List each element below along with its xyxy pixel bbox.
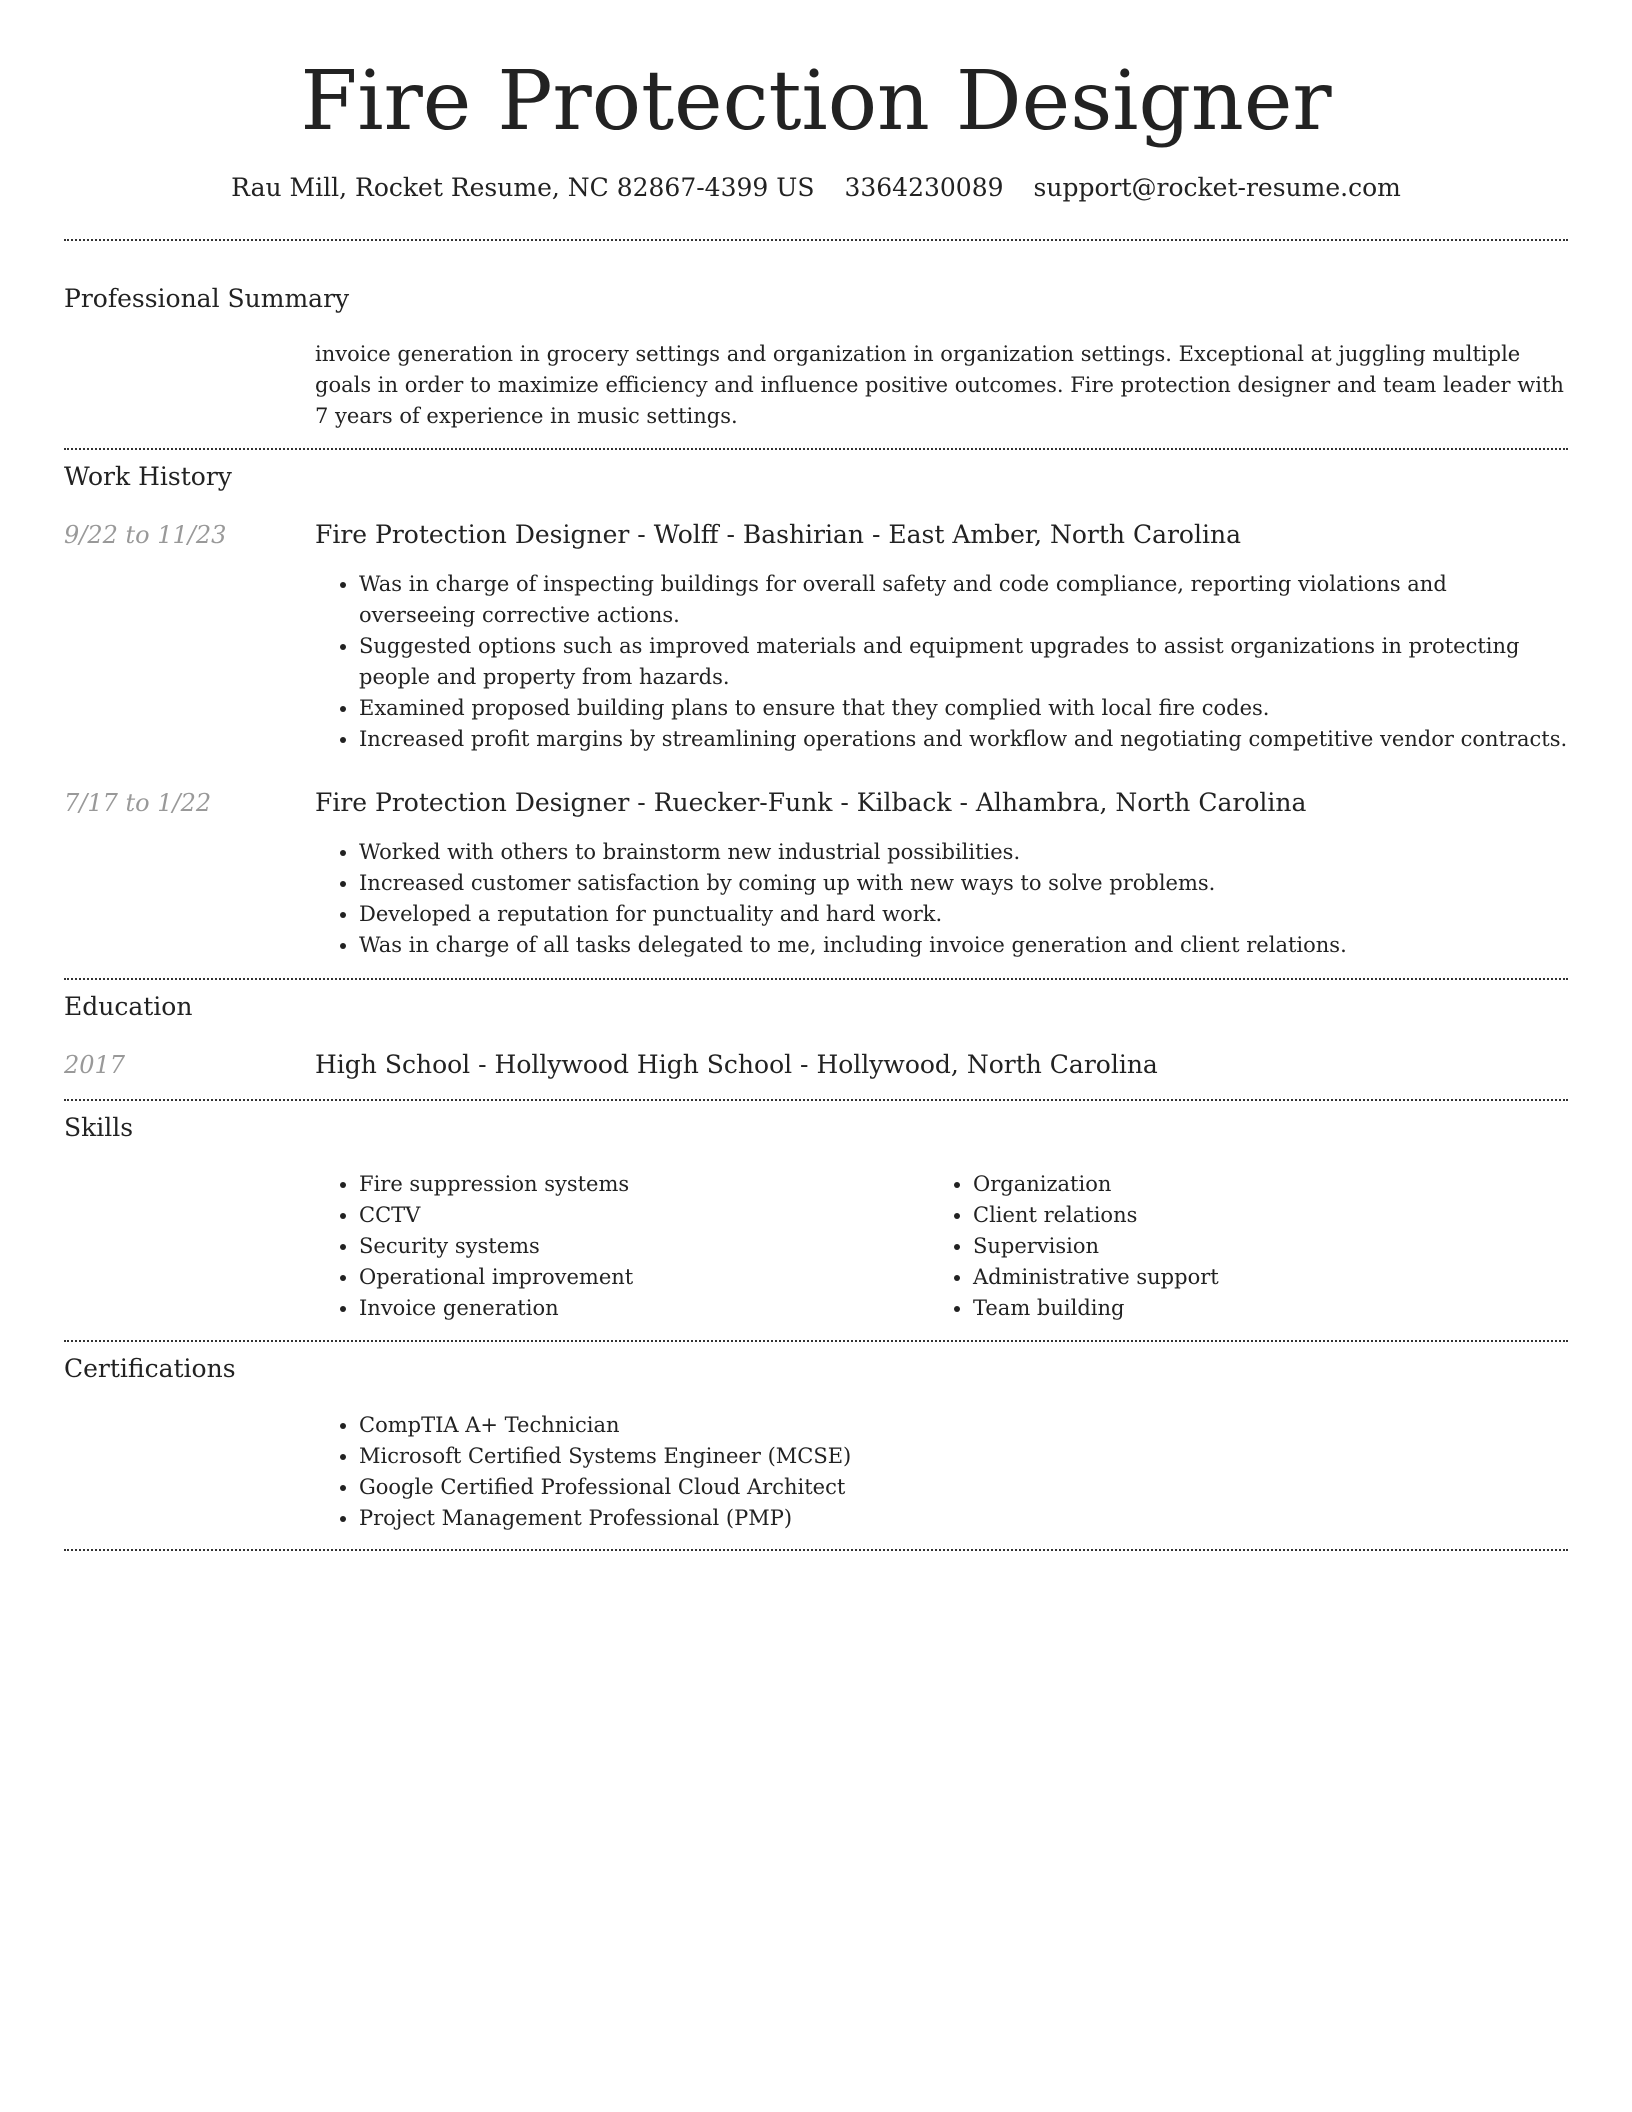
contact-phone: 3364230089 (844, 173, 1004, 202)
skills-list-left (315, 1169, 875, 1324)
job-bullet: • Increased customer satisfaction by coming up with new ways to solve problems. (359, 868, 1568, 899)
education-heading: High School - Hollywood High School - Hollywood, North Carolina (315, 1050, 1158, 1079)
job-dates: 9/22 to 11/23 (64, 521, 227, 549)
job-bullet: • Increased profit margins by streamlining operations and workflow and negotiating competitive vendor contracts. (359, 724, 1568, 755)
contact-line (0, 170, 1632, 206)
certifications-list (315, 1410, 1568, 1534)
job-bullets (315, 837, 1568, 961)
contact-address: Rau Mill, Rocket Resume, NC 82867-4399 US (231, 173, 815, 202)
skill-item: • Operational improvement (359, 1262, 875, 1293)
section-title-summary: Professional Summary (64, 284, 350, 313)
job-heading: Fire Protection Designer - Wolff - Bashirian - East Amber, North Carolina (315, 520, 1241, 549)
job-bullet: • Worked with others to brainstorm new industrial possibilities. (359, 837, 1568, 868)
skill-item: • Security systems (359, 1231, 875, 1262)
certification-item: • Project Management Professional (PMP) (359, 1503, 1568, 1534)
job-bullets (315, 569, 1568, 755)
contact-email: support@rocket-resume.com (1033, 173, 1401, 202)
divider (64, 1549, 1568, 1551)
job-bullet: • Was in charge of all tasks delegated to me, including invoice generation and client relations. (359, 930, 1568, 961)
job-heading: Fire Protection Designer - Ruecker-Funk - Kilback - Alhambra, North Carolina (315, 788, 1307, 817)
education-dates: 2017 (64, 1051, 126, 1079)
job-bullet: • Was in charge of inspecting buildings for overall safety and code compliance, reporting violations and overseeing corrective actions. (359, 569, 1568, 631)
divider (64, 239, 1568, 241)
job-dates: 7/17 to 1/22 (64, 789, 212, 817)
skills-list-right (929, 1169, 1489, 1324)
section-title-certifications: Certifications (64, 1354, 236, 1383)
certification-item: • Google Certified Professional Cloud Architect (359, 1472, 1568, 1503)
summary-text: invoice generation in grocery settings and organization in organization settings. Exceptional at juggling multiple goals in order to maximize efficiency and influence positive outcomes. Fire protection designer and team leader with 7 years of experience in music settings. (315, 342, 1564, 428)
skill-item: • Invoice generation (359, 1293, 875, 1324)
divider (64, 978, 1568, 980)
job-bullet: • Examined proposed building plans to ensure that they complied with local fire codes. (359, 693, 1568, 724)
divider (64, 1340, 1568, 1342)
job-bullet: • Developed a reputation for punctuality and hard work. (359, 899, 1568, 930)
divider (64, 1099, 1568, 1101)
skill-item: • Organization (973, 1169, 1489, 1200)
section-title-education: Education (64, 992, 193, 1021)
skill-item: • Fire suppression systems (359, 1169, 875, 1200)
skill-item: • Team building (973, 1293, 1489, 1324)
section-title-skills: Skills (64, 1113, 134, 1142)
certification-item: • Microsoft Certified Systems Engineer (MCSE) (359, 1441, 1568, 1472)
job-bullet: • Suggested options such as improved materials and equipment upgrades to assist organizations in protecting people and property from hazards. (359, 631, 1568, 693)
resume-title: Fire Protection Designer (300, 54, 1332, 149)
skill-item: • CCTV (359, 1200, 875, 1231)
divider (64, 448, 1568, 450)
section-title-work-history: Work History (64, 462, 232, 491)
skill-item: • Administrative support (973, 1262, 1489, 1293)
skill-item: • Client relations (973, 1200, 1489, 1231)
certification-item: • CompTIA A+ Technician (359, 1410, 1568, 1441)
skill-item: • Supervision (973, 1231, 1489, 1262)
